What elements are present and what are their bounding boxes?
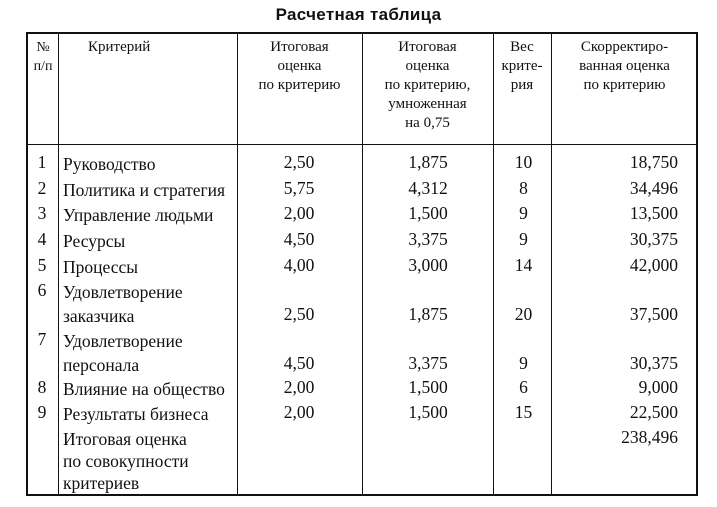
row-score: 4,50 (283, 229, 315, 249)
header-weight (493, 38, 551, 95)
row-adjusted: 37,500 (629, 304, 678, 324)
row-score-multiplied: 1,500 (408, 377, 448, 397)
row-number: 8 (37, 377, 47, 397)
header-line: Вес (510, 39, 534, 55)
total-label: Итоговая оценка (63, 429, 187, 449)
row-criterion: Процессы (63, 257, 138, 277)
row-score: 2,50 (283, 152, 315, 172)
row-number: 3 (37, 203, 47, 223)
row-criterion: Результаты бизнеса (63, 404, 209, 424)
header-divider (28, 144, 696, 145)
row-criterion-continued: персонала (63, 355, 140, 375)
row-number: 2 (37, 178, 47, 198)
header-line: ванная оценка (579, 58, 670, 74)
row-score: 2,00 (283, 203, 315, 223)
row-weight: 8 (519, 178, 528, 198)
row-adjusted: 42,000 (629, 255, 678, 275)
header-adjusted-score (551, 38, 698, 95)
row-number: 5 (37, 255, 47, 275)
row-criterion: Влияние на общество (63, 379, 225, 399)
row-weight: 15 (514, 402, 533, 422)
row-criterion: Управление людьми (63, 205, 214, 225)
header-line: умноженная (388, 96, 467, 112)
row-number: 6 (37, 280, 47, 300)
row-score: 2,00 (283, 377, 315, 397)
row-score: 2,50 (283, 304, 315, 324)
row-weight: 9 (519, 353, 528, 373)
header-num (28, 38, 58, 76)
header-num-line: № (36, 40, 50, 55)
header-line: оценка (405, 58, 450, 74)
header-final-score-multiplied (362, 38, 493, 133)
header-criterion (58, 38, 237, 57)
calculation-table (26, 32, 698, 496)
row-score: 4,00 (283, 255, 315, 275)
row-adjusted: 9,000 (638, 377, 678, 397)
row-score-multiplied: 3,375 (408, 229, 448, 249)
row-score-multiplied: 3,000 (408, 255, 448, 275)
row-criterion-continued: заказчика (63, 306, 135, 326)
row-score-multiplied: 1,500 (408, 203, 448, 223)
header-line: на 0,75 (405, 115, 450, 131)
row-criterion: Удовлетворение (63, 331, 183, 351)
row-criterion: Руководство (63, 154, 156, 174)
row-score: 4,50 (283, 353, 315, 373)
total-label-continued: по совокупности (63, 451, 189, 471)
row-score: 2,00 (283, 402, 315, 422)
table-title: Расчетная таблица (275, 5, 442, 24)
column-divider (58, 34, 59, 494)
row-adjusted: 30,375 (629, 229, 678, 249)
header-line: по критерию, (384, 77, 471, 93)
row-score-multiplied: 1,500 (408, 402, 448, 422)
header-num-line: п/п (33, 59, 53, 74)
column-divider (493, 34, 494, 494)
row-number: 1 (37, 152, 47, 172)
row-weight: 9 (519, 203, 528, 223)
row-adjusted: 18,750 (629, 152, 678, 172)
header-criterion-line: Критерий (88, 39, 151, 55)
header-line: Итоговая (398, 39, 457, 55)
header-line: по критерию (583, 77, 666, 93)
header-line: оценка (277, 58, 322, 74)
header-final-score (237, 38, 362, 95)
header-line: Итоговая (270, 39, 329, 55)
row-score: 5,75 (283, 178, 315, 198)
row-weight: 20 (514, 304, 533, 324)
header-line: по критерию (258, 77, 341, 93)
row-criterion: Ресурсы (63, 231, 126, 251)
row-number: 7 (37, 329, 47, 349)
row-score-multiplied: 3,375 (408, 353, 448, 373)
row-adjusted: 22,500 (629, 402, 678, 422)
header-line: Скорректиро- (580, 39, 669, 55)
row-score-multiplied: 1,875 (408, 152, 448, 172)
header-line: рия (510, 77, 534, 93)
row-number: 9 (37, 402, 47, 422)
total-label-continued: критериев (63, 473, 140, 493)
row-criterion: Удовлетворение (63, 282, 183, 302)
header-line: крите- (501, 58, 543, 74)
row-adjusted: 34,496 (629, 178, 678, 198)
row-weight: 9 (519, 229, 528, 249)
row-criterion: Политика и стратегия (63, 180, 226, 200)
row-weight: 10 (514, 152, 533, 172)
row-adjusted: 30,375 (629, 353, 678, 373)
row-score-multiplied: 4,312 (408, 178, 448, 198)
row-weight: 14 (514, 255, 533, 275)
row-weight: 6 (519, 377, 528, 397)
total-value: 238,496 (621, 427, 678, 447)
row-adjusted: 13,500 (629, 203, 678, 223)
row-score-multiplied: 1,875 (408, 304, 448, 324)
row-number: 4 (37, 229, 47, 249)
